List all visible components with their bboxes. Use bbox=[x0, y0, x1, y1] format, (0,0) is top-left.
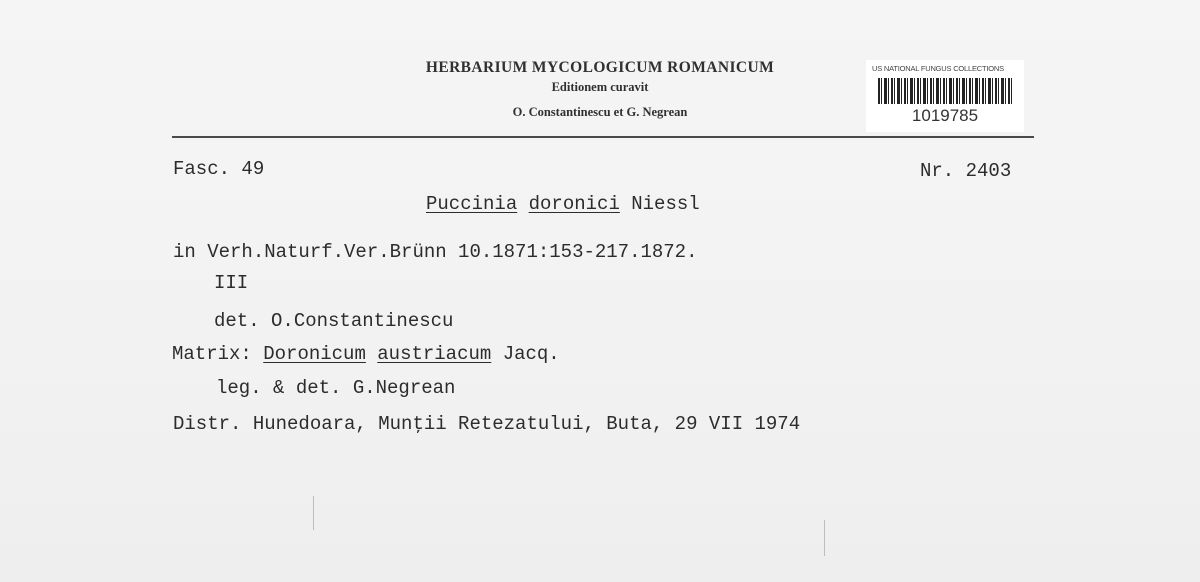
editors-names: O. Constantinescu et G. Negrean bbox=[512, 105, 688, 119]
collector: leg. & det. G.Negrean bbox=[216, 377, 456, 399]
host-epithet: austriacum bbox=[377, 343, 492, 365]
determiner: det. O.Constantinescu bbox=[214, 310, 454, 332]
barcode-icon bbox=[878, 78, 1012, 104]
herbarium-title: HERBARIUM MYCOLOGICUM ROMANICUM bbox=[425, 59, 775, 76]
species-genus: Puccinia bbox=[426, 193, 518, 215]
header-divider bbox=[172, 136, 1034, 138]
paper-mark bbox=[313, 496, 314, 530]
editor-subtitle: Editionem curavit bbox=[551, 80, 649, 94]
barcode-sticker bbox=[866, 60, 1024, 132]
exsiccata-number: Nr. 2403 bbox=[920, 160, 1012, 182]
matrix-prefix: Matrix: bbox=[172, 343, 252, 365]
literature-citation: in Verh.Naturf.Ver.Brünn 10.1871:153-217.1872. bbox=[173, 241, 698, 263]
species-name bbox=[426, 193, 700, 215]
paper-mark bbox=[824, 520, 825, 556]
barcode-number: 1019785 bbox=[911, 106, 979, 125]
label-header bbox=[370, 58, 830, 121]
host-genus: Doronicum bbox=[263, 343, 366, 365]
barcode-caption: US NATIONAL FUNGUS COLLECTIONS bbox=[872, 64, 1004, 73]
host-author: Jacq. bbox=[502, 343, 560, 365]
species-epithet: doronici bbox=[528, 193, 620, 215]
locality: Distr. Hunedoara, Munţii Retezatului, Buta, 29 VII 1974 bbox=[173, 413, 801, 435]
host-matrix bbox=[172, 343, 560, 365]
fascicle-number: Fasc. 49 bbox=[173, 158, 265, 180]
species-author: Niessl bbox=[631, 193, 700, 215]
spore-stage: III bbox=[214, 272, 249, 294]
